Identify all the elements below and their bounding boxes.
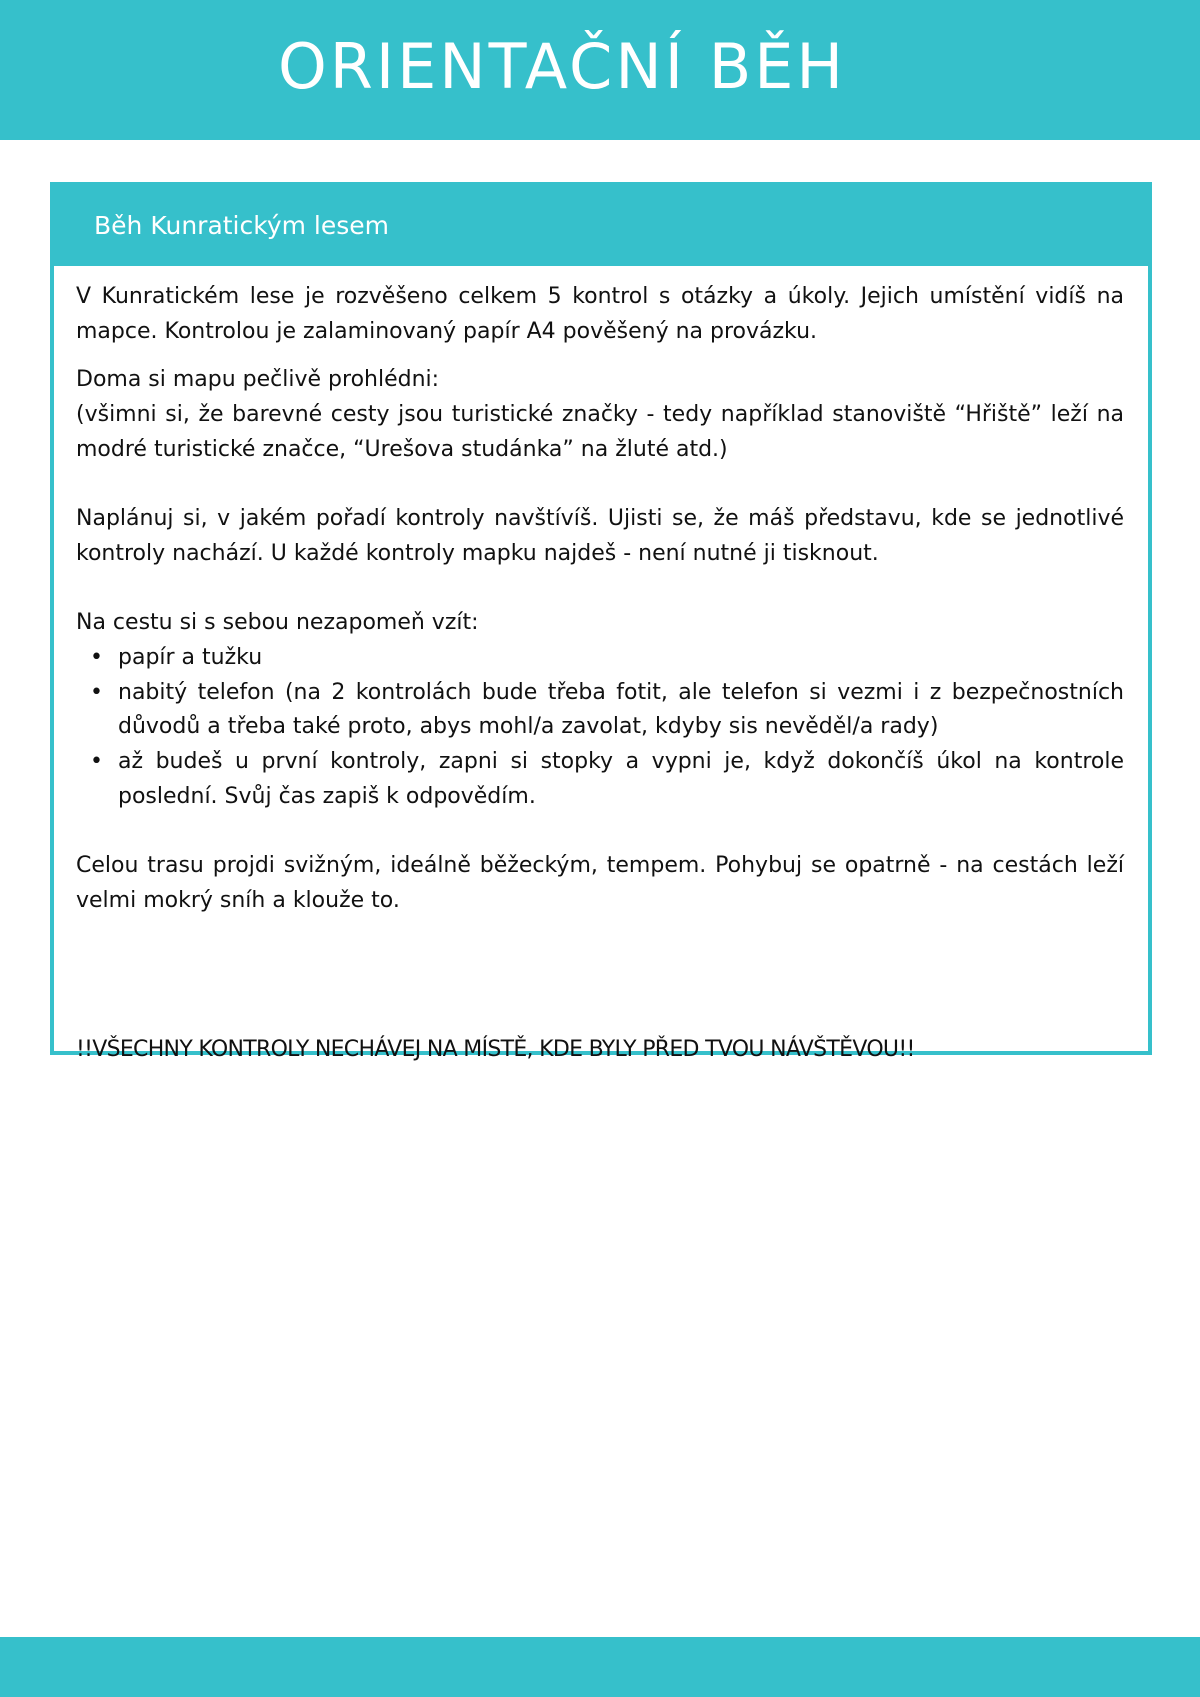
header-band	[0, 0, 1200, 140]
list-item: • nabitý telefon (na 2 kontrolách bude třeba fotit, ale telefon si vezmi i z bezpečnostních důvodů a třeba také proto, abys mohl/a zavolat, kdyby sis nevěděl/a rady)	[118, 676, 1124, 745]
list-item: • až budeš u první kontroly, zapni si stopky a vypni je, když dokončíš úkol na kontrole poslední. Svůj čas zapiš k odpovědím.	[118, 745, 1124, 814]
card-title: Běh Kunratickým lesem	[94, 211, 390, 240]
footer-band	[0, 1637, 1200, 1697]
plan-paragraph: Naplánuj si, v jakém pořadí kontroly navštívíš. Ujisti se, že máš představu, kde se jednotlivé kontroly nachází. U každé kontroly mapku najdeš - není nutné ji tisknout.	[76, 506, 1124, 566]
map-note: (všimni si, že barevné cesty jsou turistické značky - tedy například stanoviště “Hřiště” leží na modré turistické značce, “Urešova studánka” na žluté atd.)	[76, 402, 1124, 462]
list-item: • papír a tužku	[118, 641, 1124, 676]
map-heading: Doma si mapu pečlivě prohlédni:	[76, 367, 440, 393]
bring-list	[76, 641, 1124, 815]
page-title: ORIENTAČNÍ BĚH	[277, 30, 847, 103]
warning-text: !!VŠECHNY KONTROLY NECHÁVEJ NA MÍSTĚ, KDE BYLY PŘED TVOU NÁVŠTĚVOU!!	[76, 1037, 915, 1062]
intro-paragraph: V Kunratickém lese je rozvěšeno celkem 5 kontrol s otázky a úkoly. Jejich umístění vidíš na mapce. Kontrolou je zalaminovaný papír A4 pověšený na provázku.	[76, 284, 1124, 344]
card-body	[76, 280, 1124, 919]
card-header	[54, 186, 1148, 266]
bring-heading: Na cestu si s sebou nezapomeň vzít:	[76, 610, 479, 636]
pace-paragraph: Celou trasu projdi svižným, ideálně běžeckým, tempem. Pohybuj se opatrně - na cestách leží velmi mokrý sníh a klouže to.	[76, 853, 1124, 913]
